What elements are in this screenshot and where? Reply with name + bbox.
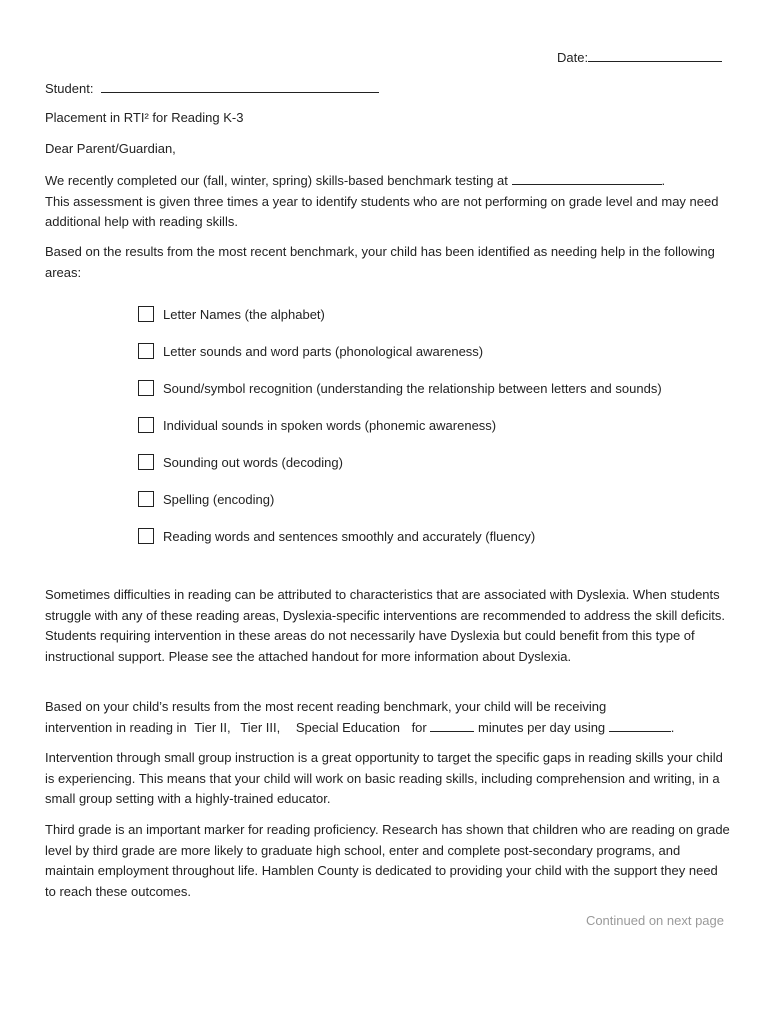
checkbox[interactable] xyxy=(138,417,154,433)
checkbox[interactable] xyxy=(138,306,154,322)
checkbox[interactable] xyxy=(138,380,154,396)
checkbox[interactable] xyxy=(138,491,154,507)
salutation: Dear Parent/Guardian, xyxy=(45,141,176,156)
student-label: Student: xyxy=(45,81,94,96)
checklist-item-label: Letter Names (the alphabet) xyxy=(163,307,325,322)
checkbox[interactable] xyxy=(138,528,154,544)
intro-line2: This assessment is given three times a year to identify students who are not performing on grade level and may need additional help with reading skills. xyxy=(45,193,719,229)
checklist-item-label: Letter sounds and word parts (phonological awareness) xyxy=(163,344,484,359)
minutes-field[interactable] xyxy=(430,718,474,732)
placement-prefix: intervention in reading in xyxy=(45,719,187,735)
tier3-option[interactable]: Tier III, xyxy=(240,719,281,735)
minutes-label: minutes per day using xyxy=(477,719,606,735)
placement-paragraph xyxy=(45,697,730,738)
checklist-item-label: Spelling (encoding) xyxy=(163,492,275,507)
student-name-field[interactable] xyxy=(101,79,379,93)
third-grade-paragraph: Third grade is an important marker for reading proficiency. Research has shown that children who are reading on grade level by third grade are more likely to graduate high school, enter and complete post-secondary programs, and maintain employment throughout life. Hamblen County is dedicated to providing your child with the support they need to reach these outcomes. xyxy=(45,822,730,899)
date-line xyxy=(557,48,722,65)
checklist-item-label: Sound/symbol recognition (understanding the relationship between letters and sounds) xyxy=(163,381,662,396)
tier2-option[interactable]: Tier II, xyxy=(194,719,231,735)
intro-line1-end: . xyxy=(661,173,666,188)
checkbox[interactable] xyxy=(138,343,154,359)
special-education-option[interactable]: Special Education xyxy=(295,719,400,735)
school-name-field[interactable] xyxy=(512,171,662,185)
date-field[interactable] xyxy=(588,48,722,62)
results-intro: Based on the results from the most recent benchmark, your child has been identified as needing help in the following areas: xyxy=(45,244,715,280)
continued-note: Continued on next page xyxy=(585,913,724,928)
checkbox[interactable] xyxy=(138,454,154,470)
placement-end: . xyxy=(670,719,675,735)
small-group-paragraph: Intervention through small group instruction is a great opportunity to target the specific gaps in reading skills your child is experiencing. This means that your child will work on basic reading skills, including comprehension and writing, in a small group setting with a highly-trained educator. xyxy=(45,750,723,806)
program-field[interactable] xyxy=(609,718,671,732)
placement-line1: Based on your child’s results from the most recent reading benchmark, your child will be receiving xyxy=(45,699,607,714)
checklist-item-label: Reading words and sentences smoothly and accurately (fluency) xyxy=(163,529,536,544)
dyslexia-paragraph: Sometimes difficulties in reading can be attributed to characteristics that are associated with Dyslexia. When students struggle with any of these reading areas, Dyslexia-specific interventions are recommended to address the skill deficits. Students requiring intervention in these areas do not necessarily have Dyslexia but could benefit from this type of instructional support. Please see the attached handout for more information about Dyslexia. xyxy=(45,587,725,664)
for-label: for xyxy=(411,719,427,735)
date-label: Date: xyxy=(557,50,589,65)
checklist-item-label: Individual sounds in spoken words (phonemic awareness) xyxy=(163,418,497,433)
student-line xyxy=(45,79,379,96)
intro-paragraph xyxy=(45,171,730,233)
checklist-item-label: Sounding out words (decoding) xyxy=(163,455,343,470)
document-title: Placement in RTI² for Reading K-3 xyxy=(45,110,244,125)
intro-line1: We recently completed our (fall, winter, spring) skills-based benchmark testing at xyxy=(45,173,508,188)
